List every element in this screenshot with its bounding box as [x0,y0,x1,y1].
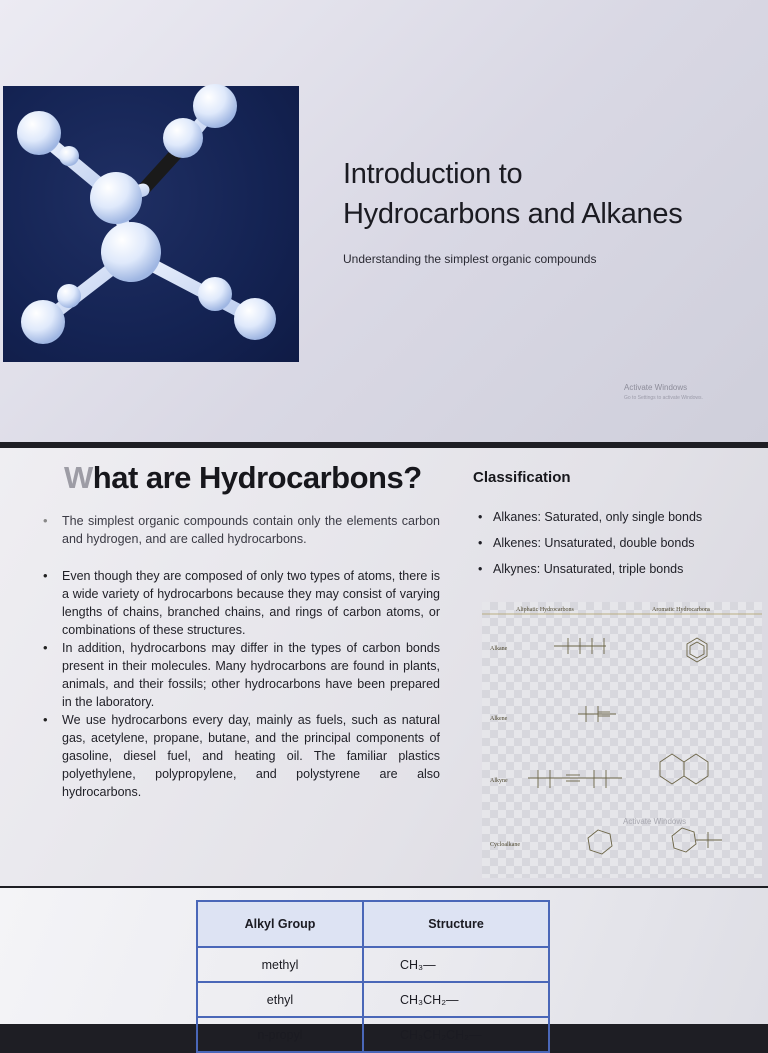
figure-row-label: Cycloalkane [490,842,520,848]
bullet-item: • We use hydrocarbons every day, mainly as fuels, such as natural gas, acetylene, propane, butane, and the principal components of gasoline, diesel fuel, and heating oil. The familiar plastics polyethylene, polypropylene, and polystyrene are also hydrocarbons. [40,711,440,801]
classification-item: • Alkynes: Unsaturated, triple bonds [476,556,761,582]
molecule-model-icon [3,86,299,362]
figure-header-aliphatic: Aliphatic Hydrocarbons [516,607,574,613]
table-header-row [197,901,549,947]
alkyl-group-table [196,900,550,1053]
classification-item: • Alkanes: Saturated, only single bonds [476,504,761,530]
figure-row-label: Alkene [490,716,508,722]
slide-title-line2: Hydrocarbons and Alkanes [343,198,683,230]
hydrocarbon-structures-figure [482,602,762,878]
structure-cell: CH₃CH₂CH₂— [363,1017,549,1052]
table-row [197,947,549,982]
slide-subtitle: Understanding the simplest organic compounds [343,252,597,266]
classification-item: • Alkenes: Unsaturated, double bonds [476,530,761,556]
slide2-title-rest: hat are Hydrocarbons? [92,460,422,495]
structure-cell: CH₃— [363,947,549,982]
bullet-item: • Even though they are composed of only two types of atoms, there is a wide variety of hydrocarbons because they may consist of varying lengths of chains, branched chains, and rings of carbon atoms, or combinations of these structures. [40,567,440,639]
bullet-item: • The simplest organic compounds contain only the elements carbon and hydrogen, and are called hydrocarbons. [40,512,440,548]
structure-cell: CH₃CH₂— [363,982,549,1017]
table-row [197,1017,549,1052]
slide-title [343,154,753,234]
watermark-line2: Go to Settings to activate Windows. [624,395,703,401]
watermark-line1: Activate Windows [624,383,688,392]
alkyl-name-cell: methyl [197,947,363,982]
classification-heading: Classification [473,469,571,486]
slide2-title [64,460,422,496]
figure-row-label: Alkane [490,646,508,652]
alkyl-name-cell: ethyl [197,982,363,1017]
alkyl-name-cell: n-propyl [197,1017,363,1052]
figure-header-aromatic: Aromatic Hydrocarbons [652,607,711,613]
column-header-alkyl-group: Alkyl Group [197,901,363,947]
slide2-title-faded: W [64,460,93,495]
classification-list [476,504,761,582]
figure-row-label: Alkyne [490,778,508,784]
activate-windows-watermark [624,383,703,403]
column-header-structure: Structure [363,901,549,947]
bullet-item: • In addition, hydrocarbons may differ in the types of carbon bonds present in their molecules. Many hydrocarbons are found in plants, animals, and their fossils; other hydrocarbons have been prepared in the laboratory. [40,639,440,711]
activate-windows-watermark: Activate Windows [623,817,687,826]
slide-intro [0,0,768,442]
slide-title-line1: Introduction to [343,158,523,190]
table-row [197,982,549,1017]
slide-alkyl-groups [0,888,768,1042]
structure-drawings [482,602,762,878]
slide-what-are-hydrocarbons [0,448,768,886]
hydrocarbon-description [40,512,440,801]
